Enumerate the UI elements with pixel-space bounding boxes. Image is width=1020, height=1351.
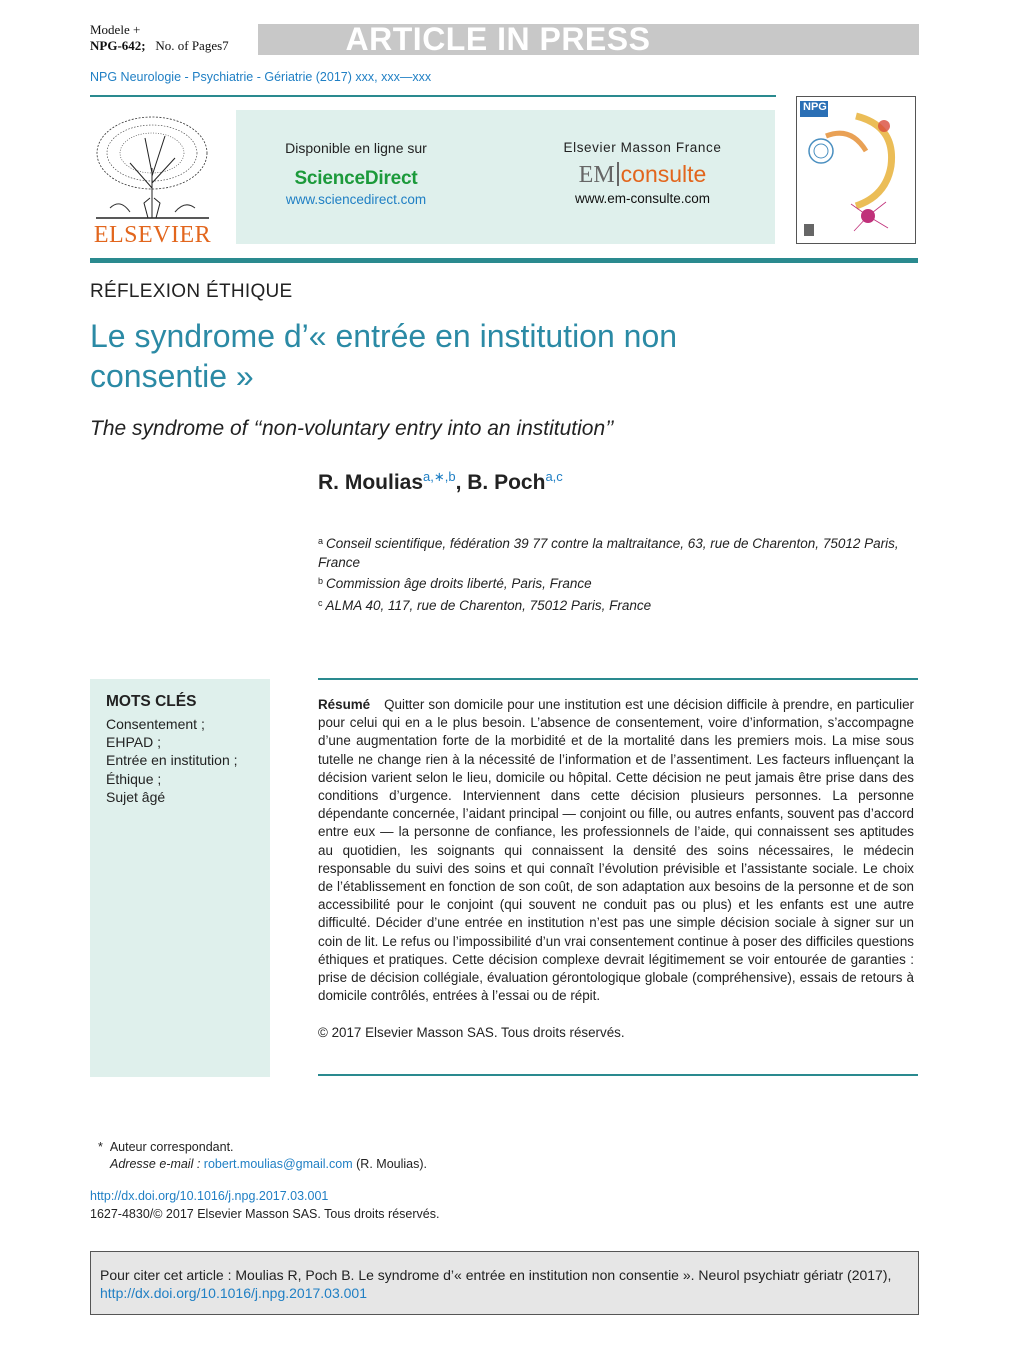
banner-divider	[90, 258, 918, 263]
footnote-mark: *	[98, 1140, 103, 1154]
corresponding-label: Auteur correspondant.	[109, 1140, 234, 1154]
header-divider	[90, 95, 776, 97]
article-subtitle: The syndrome of ‘‘non-voluntary entry into an institution’’	[90, 417, 614, 440]
title-line-2: consentie »	[90, 358, 254, 394]
corresponding-author-note	[98, 1140, 234, 1154]
status-banner-text: ARTICLE IN PRESS	[345, 21, 651, 57]
abstract-top-rule	[318, 678, 918, 680]
affiliations	[318, 532, 918, 615]
model-label: Modele +	[90, 22, 141, 37]
ref-line	[90, 38, 229, 54]
pages-count: 7	[222, 38, 229, 53]
affil-mark: b	[318, 576, 324, 586]
emconsulte-block	[540, 140, 745, 206]
section-label: RÉFLEXION ÉTHIQUE	[90, 281, 293, 302]
affil-text: Conseil scientifique, fédération 39 77 contre la maltraitance, 63, rue de Charenton, 75012 Paris, France	[318, 536, 899, 570]
email-label: Adresse e-mail :	[110, 1157, 201, 1171]
abstract-label: Résumé	[318, 697, 371, 712]
sciencedirect-block	[256, 140, 456, 207]
email-link[interactable]: robert.moulias@gmail.com	[203, 1157, 353, 1171]
affil-text: ALMA 40, 117, rue de Charenton, 75012 Paris, France	[325, 597, 652, 613]
journal-reference[interactable]: NPG Neurologie - Psychiatrie - Gériatrie (2017) xxx, xxx—xxx	[90, 70, 432, 84]
abstract-copyright: © 2017 Elsevier Masson SAS. Tous droits réservés.	[318, 1025, 625, 1040]
author-separator: ,	[455, 471, 468, 494]
keyword-item: Entrée en institution ;	[106, 752, 238, 769]
em-logo-em: EM	[578, 162, 615, 188]
keywords-list	[106, 715, 256, 806]
emconsulte-logo[interactable]	[540, 161, 745, 189]
author-2-affil[interactable]: a,c	[545, 469, 563, 484]
affiliation-b	[318, 572, 918, 594]
author-1[interactable]: R. Moulias	[318, 471, 424, 494]
email-owner: (R. Moulias).	[356, 1157, 427, 1171]
affiliation-c	[318, 594, 918, 616]
affil-mark: c	[318, 597, 323, 608]
sd-label: Disponible en ligne sur	[285, 140, 427, 156]
keyword-item: Éthique ;	[106, 770, 162, 787]
ref-code: NPG-642;	[90, 38, 146, 53]
em-logo-consulte: consulte	[620, 161, 707, 187]
author-2[interactable]: B. Poch	[467, 471, 546, 494]
title-line-1: Le syndrome d’« entrée en institution non	[90, 318, 678, 354]
email-note	[110, 1157, 427, 1171]
citation-doi-link[interactable]: http://dx.doi.org/10.1016/j.npg.2017.03.001	[100, 1285, 367, 1301]
article-title	[90, 316, 850, 396]
author-list	[318, 469, 563, 495]
pages-label: No. of Pages	[155, 38, 223, 53]
author-1-affil[interactable]: a,∗,b	[423, 469, 456, 484]
abstract	[318, 696, 914, 1005]
affil-mark: a	[318, 536, 324, 546]
elsevier-wordmark: ELSEVIER	[93, 222, 212, 248]
sciencedirect-logo[interactable]: ScienceDirect	[294, 168, 418, 189]
abstract-bottom-rule	[318, 1074, 918, 1076]
doi-link[interactable]: http://dx.doi.org/10.1016/j.npg.2017.03.001	[90, 1189, 329, 1203]
abstract-text: Quitter son domicile pour une institution est une décision difficile à prendre, en particulier pour celui qui en a le plus besoin. L’absence de consentement, voire d’information, s’accompagne d’une augmentation forte de la morbidité et de la mortalité dans les premiers mois. La mise sous tutelle ne change rien à la nécessité de l’information et de l’assentiment. Les facteurs influençant la décision varient selon le lieu, domicile ou hôpital. Cette décision ne peut jamais être prise dans des conditions d’urgence. Interviennent dans cette décision plusieurs personnes. La personne dépendante concernée, l’aidant principal — conjoint ou fille, ou autres enfants, souvent pas d’accord entre eux — la personne de confiance, les professionnels de l’aide, qui connaissent ses aptitudes au quotidien, les soignants qui connaissent la densité des soins nécessaires, le médecin responsable du suivi des soins et qui connaît l’évolution prévisible et l’assistante sociale. Le choix de l’établissement en fonction de son coût, de son adaptation aux besoins de la personne et de son accessibilité pour le conjoint (qui souvent ne conduit pas ou plus) et les enfants est une autre difficulté. Décider d’une entrée en institution n’est pas une simple décision sociale à signer sur un coin de lit. Le refus ou l’impossibilité d’un vrai consentement continue à poser des difficiles questions éthiques et pratiques. Cette décision complexe devrait légitimement se voir entourée de garanties : prise de décision collégiale, évaluation gérontologique globale (compréhensive), essais de retours à domicile contrôlés, entrées à l’essai ou de répit.	[318, 697, 914, 1004]
keyword-item: Consentement ;	[106, 716, 205, 732]
issn-line: 1627-4830/© 2017 Elsevier Masson SAS. Tous droits réservés.	[90, 1207, 440, 1221]
citation-body: Pour citer cet article : Moulias R, Poch B. Le syndrome d’« entrée en institution non consentie ». Neurol psychiatr gériatr (2017),	[100, 1267, 892, 1283]
em-label: Elsevier Masson France	[563, 140, 722, 155]
journal-cover-image[interactable]	[796, 96, 916, 244]
emconsulte-link[interactable]: www.em-consulte.com	[574, 191, 711, 206]
keywords-title: MOTS CLÉS	[106, 693, 197, 710]
cover-title: NPG	[803, 101, 827, 113]
model-block	[90, 22, 229, 54]
keyword-item: EHPAD ;	[106, 734, 161, 751]
citation-text	[100, 1266, 912, 1302]
affil-text: Commission âge droits liberté, Paris, France	[326, 576, 592, 591]
sciencedirect-link[interactable]: www.sciencedirect.com	[285, 192, 427, 207]
affiliation-a	[318, 532, 918, 572]
keyword-item: Sujet âgé	[106, 788, 166, 805]
